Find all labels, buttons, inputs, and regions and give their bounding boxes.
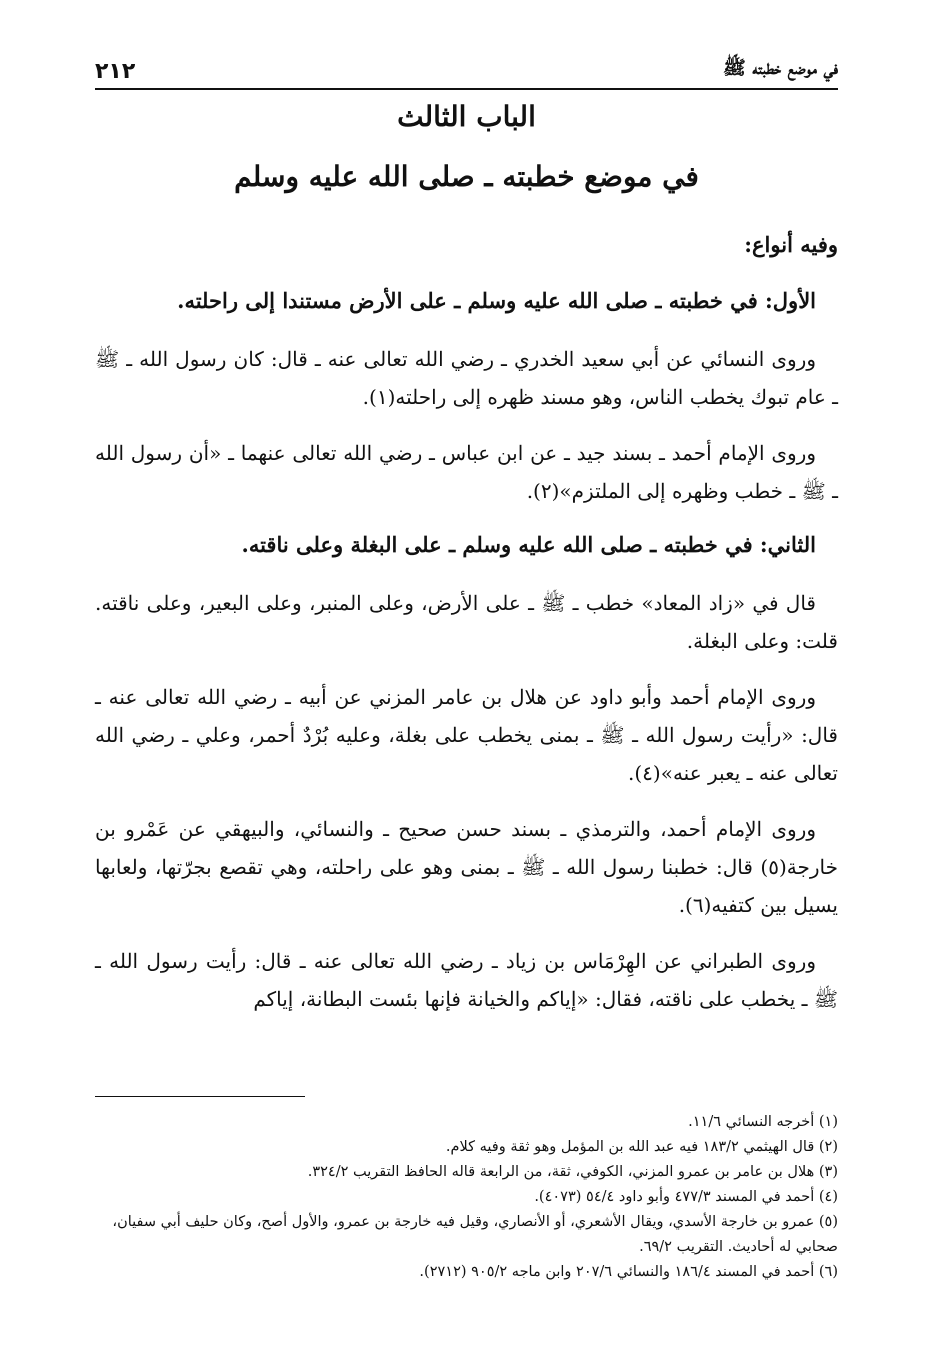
main-text — [95, 228, 838, 1036]
paragraph: وروى الإمام أحمد وأبو داود عن هلال بن عامر المزني عن أبيه ـ رضي الله تعالى عنه ـ قال: «رأيت رسول الله ـ ﷺ ـ بمنى يخطب على بغلة، وعليه بُرْدٌ أحمر، وعلي ـ رضي الله تعالى عنه ـ يعبر عنه»(٤). — [95, 685, 838, 785]
paragraph: وروى النسائي عن أبي سعيد الخدري ـ رضي الله تعالى عنه ـ قال: كان رسول الله ـ ﷺ ـ عام تبوك يخطب الناس، وهو مسند ظهره إلى راحلته(١). — [95, 347, 838, 409]
paragraph: وروى الإمام أحمد ـ بسند جيد ـ عن ابن عباس ـ رضي الله تعالى عنهما ـ «أن رسول الله ـ ﷺ ـ خطب وظهره إلى الملتزم»(٢). — [95, 441, 838, 503]
footnote: (٣) هلال بن عامر بن عمرو المزني، الكوفي، ثقة، من الرابعة قاله الحافظ التقريب ٣٢٤/٢. — [307, 1164, 838, 1180]
section-heading-2: الثاني: في خطبته ـ صلى الله عليه وسلم ـ على البغلة وعلى ناقته. — [241, 532, 816, 557]
footnote-divider — [95, 1096, 305, 1097]
paragraph: وروى الطبراني عن الهِرْمَاس بن زياد ـ رضي الله تعالى عنه ـ قال: رأيت رسول الله ـ ﷺ ـ يخطب على ناقته، فقال: «إياكم والخيانة فإنها بئست البطانة، إياكم — [95, 949, 838, 1011]
chapter-title: الباب الثالث — [397, 100, 536, 133]
section-heading-1: الأول: في خطبته ـ صلى الله عليه وسلم ـ على الأرض مستندا إلى راحلته. — [177, 288, 816, 313]
footnote: (٦) أحمد في المسند ١٨٦/٤ والنسائي ٢٠٧/٦ وابن ماجه ٩٠٥/٢ (٢٧١٢). — [419, 1264, 838, 1280]
chapter-subtitle: في موضع خطبته ـ صلى الله عليه وسلم — [234, 160, 699, 193]
footnote: (١) أخرجه النسائي ١١/٦. — [688, 1114, 838, 1130]
running-header — [95, 40, 838, 90]
footnote: (٢) قال الهيثمي ١٨٣/٢ فيه عبد الله بن المؤمل وهو ثقة وفيه كلام. — [445, 1139, 838, 1155]
page-number: ٢١٢ — [95, 59, 136, 84]
footnote: (٤) أحمد في المسند ٤٧٧/٣ وأبو داود ٥٤/٤ (٤٠٧٣). — [534, 1189, 838, 1205]
intro-line: وفيه أنواع: — [744, 232, 838, 257]
running-title: في موضع خطبته ﷺ — [722, 57, 838, 79]
footnote: (٥) عمرو بن خارجة الأسدي، ويقال الأشعري، أو الأنصاري، وقيل فيه خارجة بن عمرو، والأول أصح، وكان حليف أبي سفيان، صحابي له أحاديث. التقريب ٦٩/٢. — [112, 1214, 838, 1255]
footnotes — [95, 1110, 838, 1285]
paragraph: قال في «زاد المعاد» خطب ـ ﷺ ـ على الأرض، وعلى المنبر، وعلى البعير، وعلى ناقته. قلت: وعلى البغلة. — [95, 591, 838, 653]
paragraph: وروى الإمام أحمد، والترمذي ـ بسند حسن صحيح ـ والنسائي، والبيهقي عن عَمْرو بن خارجة(٥) قال: خطبنا رسول الله ـ ﷺ ـ بمنى وهو على راحلته، وهي تقصع بجرّتها، ولعابها يسيل بين كتفيه(٦). — [95, 817, 838, 917]
